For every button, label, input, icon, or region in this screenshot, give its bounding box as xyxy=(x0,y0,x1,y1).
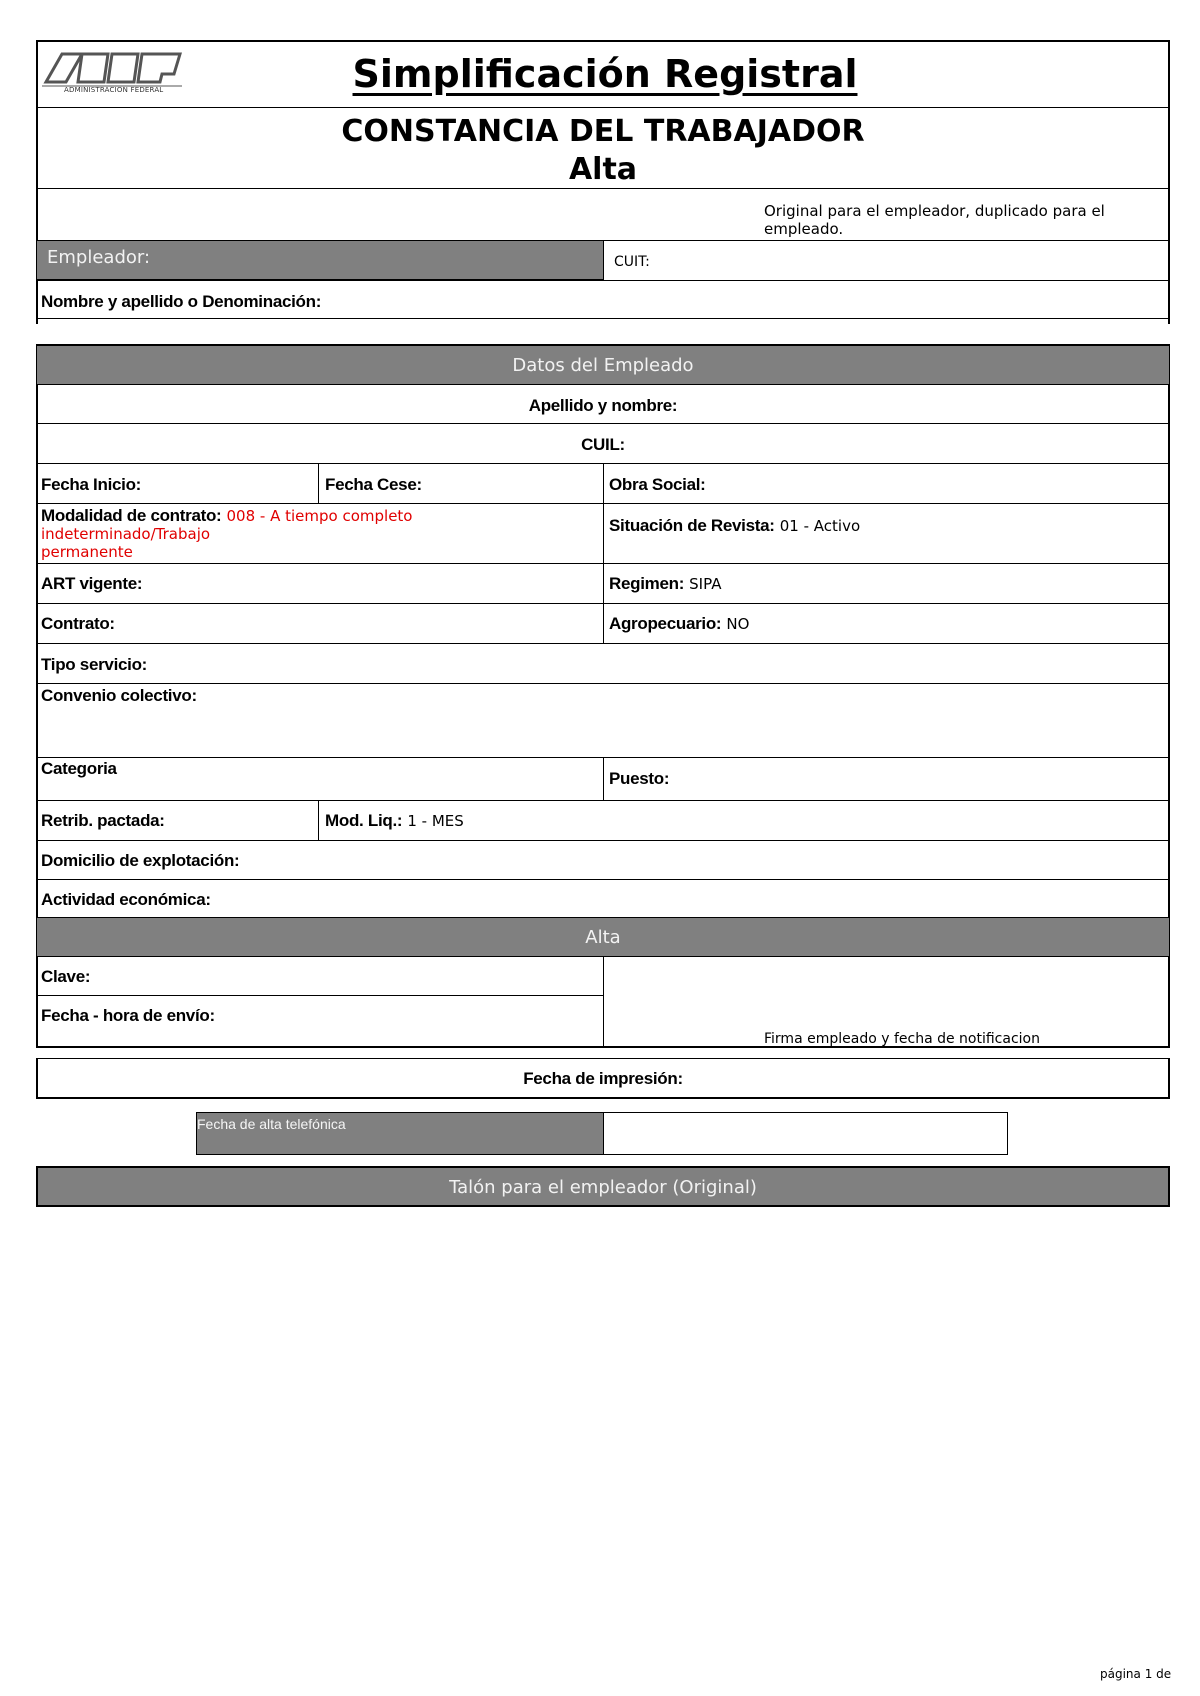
divider xyxy=(36,280,1170,281)
divider xyxy=(603,757,604,800)
employee-section-title: Datos del Empleado xyxy=(512,355,694,376)
divider xyxy=(318,800,319,840)
apellido-label: Apellido y nombre: xyxy=(528,396,678,415)
talon-label: Talón para el empleador (Original) xyxy=(449,1177,757,1198)
regimen-value: SIPA xyxy=(689,575,722,593)
fecha-envio-label: Fecha - hora de envío: xyxy=(41,1006,215,1025)
divider xyxy=(36,995,604,996)
alta-section-header xyxy=(37,918,1169,956)
divider xyxy=(36,107,1170,108)
cuit-label: CUIT: xyxy=(614,254,650,270)
situacion-label: Situación de Revista: xyxy=(609,516,775,535)
actividad-label: Actividad económica: xyxy=(41,890,211,909)
talon-header xyxy=(36,1166,1170,1207)
fecha-cese-label: Fecha Cese: xyxy=(325,475,422,494)
modalidad-value-1: 008 - A tiempo completo xyxy=(226,507,413,525)
divider xyxy=(36,384,1170,385)
alta-section-title: Alta xyxy=(585,927,621,948)
convenio-label: Convenio colectivo: xyxy=(41,686,197,705)
modalidad-label: Modalidad de contrato: xyxy=(41,506,222,525)
divider xyxy=(603,563,604,603)
firma-label: Firma empleado y fecha de notificacion xyxy=(764,1031,1040,1047)
retrib-label: Retrib. pactada: xyxy=(41,811,165,830)
agropecuario-field xyxy=(609,614,749,634)
divider xyxy=(36,188,1170,189)
situacion-value: 01 - Activo xyxy=(779,517,861,535)
divider xyxy=(36,1046,1170,1048)
obra-social-label: Obra Social: xyxy=(609,475,706,494)
divider xyxy=(36,800,1170,801)
puesto-label: Puesto: xyxy=(609,769,670,788)
divider xyxy=(318,463,319,503)
modliq-label: Mod. Liq.: xyxy=(325,811,403,830)
employer-name-label: Nombre y apellido o Denominación: xyxy=(41,292,322,311)
employer-section-label: Empleador: xyxy=(47,247,151,268)
divider xyxy=(603,603,604,643)
divider xyxy=(36,423,1170,424)
employee-section-header xyxy=(37,346,1169,384)
categoria-label: Categoria xyxy=(41,759,117,778)
afip-logo xyxy=(42,48,182,94)
divider xyxy=(603,463,604,503)
divider xyxy=(603,956,604,1046)
domicilio-label: Domicilio de explotación: xyxy=(41,851,240,870)
fecha-inicio-label: Fecha Inicio: xyxy=(41,475,142,494)
fecha-alta-tel-label-box xyxy=(196,1112,604,1155)
divider xyxy=(36,683,1170,684)
modalidad-value-3: permanente xyxy=(41,543,133,561)
afip-logo-sub: ADMINISTRACION FEDERAL xyxy=(64,86,164,94)
regimen-label: Regimen: xyxy=(609,574,685,593)
divider xyxy=(36,643,1170,644)
document-type: Alta xyxy=(568,152,638,187)
divider xyxy=(36,840,1170,841)
fecha-impresion-box xyxy=(36,1058,1170,1099)
divider xyxy=(603,240,604,280)
divider xyxy=(36,318,1170,319)
clave-label: Clave: xyxy=(41,967,91,986)
modalidad-value-2: indeterminado/Trabajo xyxy=(41,525,211,543)
divider xyxy=(36,879,1170,880)
agropecuario-label: Agropecuario: xyxy=(609,614,722,633)
modalidad-field xyxy=(41,507,601,561)
fecha-impresion-label: Fecha de impresión: xyxy=(523,1069,683,1088)
page-number: página 1 de xyxy=(1100,1667,1172,1681)
divider xyxy=(603,503,604,563)
tipo-servicio-label: Tipo servicio: xyxy=(41,655,148,674)
art-label: ART vigente: xyxy=(41,574,143,593)
agropecuario-value: NO xyxy=(726,615,750,633)
employer-section-header xyxy=(37,240,603,280)
fecha-alta-tel-label: Fecha de alta telefónica xyxy=(197,1116,346,1132)
document-subtitle: CONSTANCIA DEL TRABAJADOR xyxy=(341,114,865,149)
modliq-value: 1 - MES xyxy=(407,812,464,830)
situacion-field xyxy=(609,516,860,536)
fecha-alta-tel-value-box[interactable] xyxy=(603,1112,1008,1155)
copy-note: Original para el empleador, duplicado para el empleado. xyxy=(764,202,1105,238)
modliq-field xyxy=(325,811,464,831)
cuil-label: CUIL: xyxy=(581,435,625,454)
contrato-label: Contrato: xyxy=(41,614,115,633)
page-title: Simplificación Registral xyxy=(352,52,858,96)
regimen-field xyxy=(609,574,721,594)
